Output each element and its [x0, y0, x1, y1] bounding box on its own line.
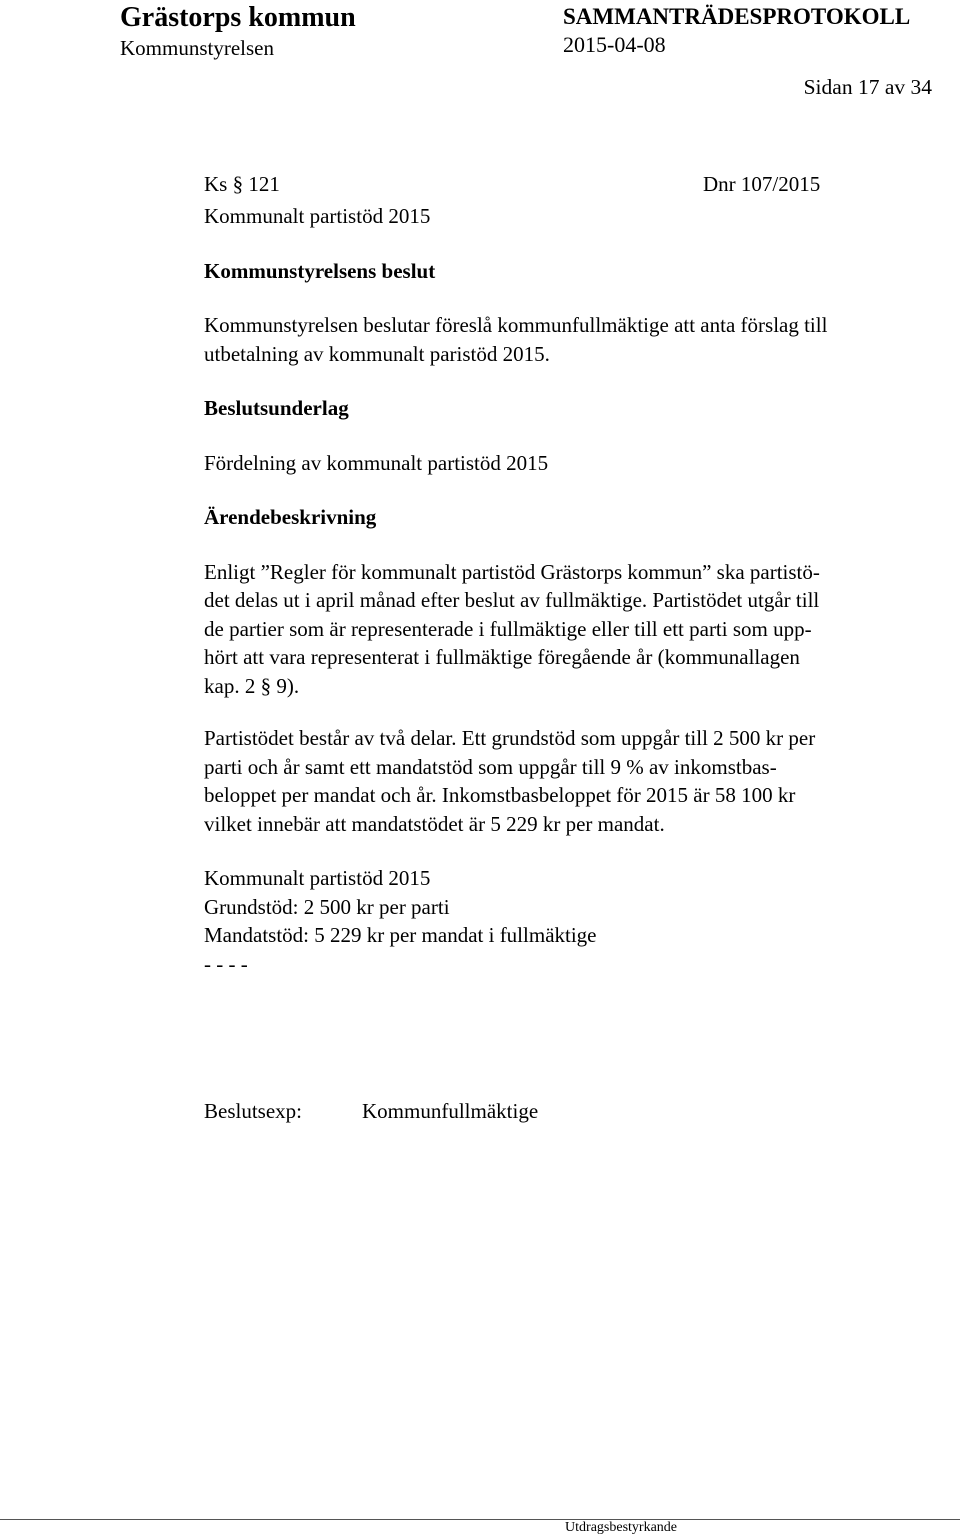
- description-paragraph-2: [204, 724, 904, 838]
- document-type: SAMMANTRÄDESPROTOKOLL: [563, 4, 911, 29]
- decision-text: [204, 311, 904, 368]
- case-title: Kommunalt partistöd 2015: [204, 204, 431, 228]
- dispatch-label: Beslutsexp:: [204, 1099, 302, 1123]
- protocol-body: [204, 170, 904, 978]
- mandate-support: Mandatstöd: 5 229 kr per mandat i fullmäktige: [204, 923, 597, 947]
- page-number: Sidan 17 av 34: [803, 75, 932, 99]
- text-line: utbetalning av kommunalt paristöd 2015.: [204, 341, 550, 366]
- municipality-name: Grästorps kommun: [120, 2, 356, 33]
- base-support: Grundstöd: 2 500 kr per parti: [204, 894, 450, 919]
- description-heading: Ärendebeskrivning: [204, 505, 377, 529]
- text-line: beloppet per mandat och år. Inkomstbasbeloppet för 2015 är 58 100 kr: [204, 783, 796, 807]
- text-line: kap. 2 § 9).: [204, 673, 300, 698]
- case-row: [204, 170, 904, 202]
- case-reference: Dnr 107/2015: [703, 172, 821, 196]
- basis-heading: Beslutsunderlag: [204, 396, 349, 420]
- text-line: det delas ut i april månad efter beslut av fullmäktige. Partistödet utgår till: [204, 588, 820, 612]
- text-line: Kommunstyrelsen beslutar föreslå kommunfullmäktige att anta förslag till: [204, 313, 828, 337]
- meeting-date: 2015-04-08: [563, 32, 666, 57]
- text-line: Partistödet består av två delar. Ett grundstöd som uppgår till 2 500 kr per: [204, 726, 816, 750]
- text-line: de partier som är representerade i fullmäktige eller till ett parti som upp-: [204, 616, 812, 641]
- text-line: vilket innebär att mandatstödet är 5 229 kr per mandat.: [204, 811, 665, 836]
- description-paragraph-1: [204, 558, 904, 701]
- end-mark: - - - -: [204, 951, 248, 976]
- dispatch-value: Kommunfullmäktige: [362, 1099, 539, 1123]
- case-number: Ks § 121: [204, 172, 280, 196]
- decision-heading: Kommunstyrelsens beslut: [204, 258, 436, 283]
- board-name: Kommunstyrelsen: [120, 36, 274, 60]
- summary-block: [204, 864, 904, 978]
- text-line: Enligt ”Regler för kommunalt partistöd Grästorps kommun” ska partistö-: [204, 559, 820, 584]
- footer-attestation: Utdragsbestyrkande: [565, 1520, 677, 1535]
- summary-title: Kommunalt partistöd 2015: [204, 866, 431, 890]
- text-line: parti och år samt ett mandatstöd som uppgår till 9 % av inkomstbas-: [204, 754, 777, 779]
- basis-text: Fördelning av kommunalt partistöd 2015: [204, 450, 549, 475]
- text-line: hört att vara representerat i fullmäktige föregående år (kommunallagen: [204, 645, 800, 669]
